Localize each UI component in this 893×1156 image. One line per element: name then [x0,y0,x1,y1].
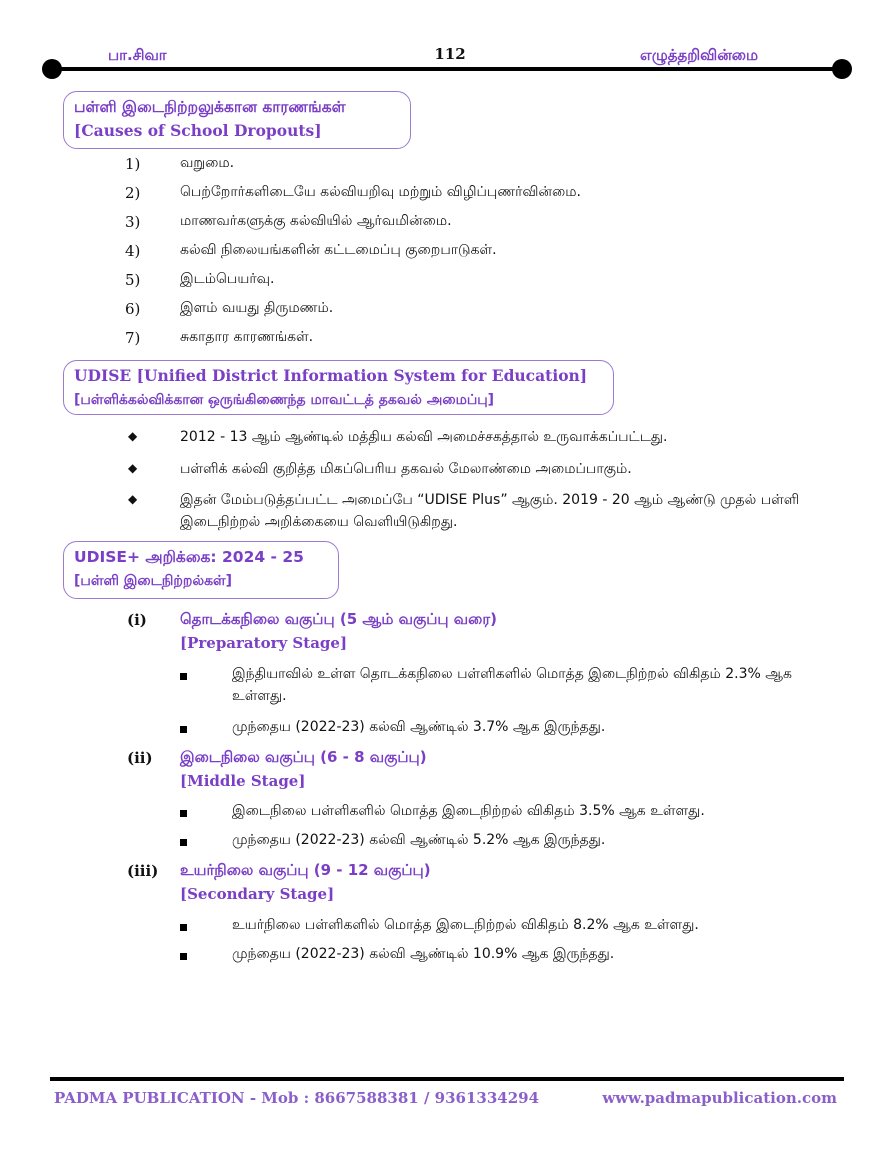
point-text: முந்தைய (2022-23) கல்வி ஆண்டில் 3.7% ஆக இருந்தது. [232,719,606,735]
bullet-text: பள்ளிக் கல்வி குறித்த மிகப்பெரிய தகவல் மேலாண்மை அமைப்பாகும். [180,461,632,477]
point-text: இந்தியாவில் உள்ள தொடக்கநிலை பள்ளிகளில் மொத்த இடைநிற்றல் விகிதம் 2.3% ஆக உள்ளது. [232,666,792,704]
list-item: மாணவர்களுக்கு கல்வியில் ஆர்வமின்மை. [180,213,452,229]
square-bullet-icon [180,673,187,680]
square-bullet-icon [180,810,187,817]
point-text: முந்தைய (2022-23) கல்வி ஆண்டில் 10.9% ஆக இருந்தது. [232,946,615,962]
diamond-bullet-icon: ◆ [128,429,138,443]
bullet-text: இதன் மேம்படுத்தப்பட்ட அமைப்பே “UDISE Plus” ஆகும். 2019 - 20 ஆம் ஆண்டு முதல் பள்ளி இடைநிற்றல் அறிக்கையை வெளியிடுகிறது. [180,492,800,530]
list-number: 5) [125,271,141,289]
stage-numeral: (iii) [127,862,159,880]
list-number: 6) [125,300,141,318]
footer-rule [50,1077,844,1081]
list-number: 2) [125,184,141,202]
section-title-en: UDISE [Unified District Information System for Education] [74,366,588,385]
header-topic: எழுத்தறிவின்மை [640,46,759,64]
header-dot-right [832,59,852,79]
list-item: வறுமை. [180,155,235,171]
list-item: இடம்பெயர்வு. [180,271,275,287]
stage-title-ta: உயர்நிலை வகுப்பு (9 - 12 வகுப்பு) [180,861,431,879]
diamond-bullet-icon: ◆ [128,461,138,475]
stage-title-en: [Middle Stage] [180,772,306,790]
list-item: பெற்றோர்களிடையே கல்வியறிவு மற்றும் விழிப்புணர்வின்மை. [180,184,581,200]
section-heading-box-udise [63,360,614,415]
stage-numeral: (i) [127,611,147,629]
section-title-ta: பள்ளி இடைநிற்றலுக்கான காரணங்கள் [74,98,346,116]
square-bullet-icon [180,839,187,846]
stage-title-ta: தொடக்கநிலை வகுப்பு (5 ஆம் வகுப்பு வரை) [180,610,497,628]
list-number: 3) [125,213,141,231]
list-number: 1) [125,155,141,173]
square-bullet-icon [180,726,187,733]
header-rule [50,67,842,71]
list-item: கல்வி நிலையங்களின் கட்டமைப்பு குறைபாடுகள். [180,242,497,258]
stage-title-en: [Secondary Stage] [180,885,335,903]
section-heading-box-causes [63,91,411,149]
list-item: இளம் வயது திருமணம். [180,300,334,316]
stage-title-ta: இடைநிலை வகுப்பு (6 - 8 வகுப்பு) [180,748,427,766]
square-bullet-icon [180,924,187,931]
stage-numeral: (ii) [127,749,153,767]
section-title-ta: [பள்ளிக்கல்விக்கான ஒருங்கிணைந்த மாவட்டத் தகவல் அமைப்பு] [74,392,495,408]
section-subtitle: [பள்ளி இடைநிற்றல்கள்] [74,573,233,589]
list-number: 4) [125,242,141,260]
page-number: 112 [434,45,466,63]
point-text: முந்தைய (2022-23) கல்வி ஆண்டில் 5.2% ஆக இருந்தது. [232,832,606,848]
list-number: 7) [125,329,141,347]
bullet-text: 2012 - 13 ஆம் ஆண்டில் மத்திய கல்வி அமைச்சகத்தால் உருவாக்கப்பட்டது. [180,429,668,445]
diamond-bullet-icon: ◆ [128,492,138,506]
footer-website: www.padmapublication.com [602,1089,837,1107]
section-title: UDISE+ அறிக்கை: 2024 - 25 [74,548,304,566]
list-item: சுகாதார காரணங்கள். [180,329,314,345]
point-text: உயர்நிலை பள்ளிகளில் மொத்த இடைநிற்றல் விகிதம் 8.2% ஆக உள்ளது. [232,917,699,933]
stage-title-en: [Preparatory Stage] [180,634,348,652]
section-title-en: [Causes of School Dropouts] [74,121,322,140]
footer-publisher: PADMA PUBLICATION - Mob : 8667588381 / 9361334294 [54,1089,540,1107]
section-heading-box-report [63,541,339,599]
header-author: பா.சிவா [108,46,167,64]
square-bullet-icon [180,953,187,960]
point-text: இடைநிலை பள்ளிகளில் மொத்த இடைநிற்றல் விகிதம் 3.5% ஆக உள்ளது. [232,803,705,819]
